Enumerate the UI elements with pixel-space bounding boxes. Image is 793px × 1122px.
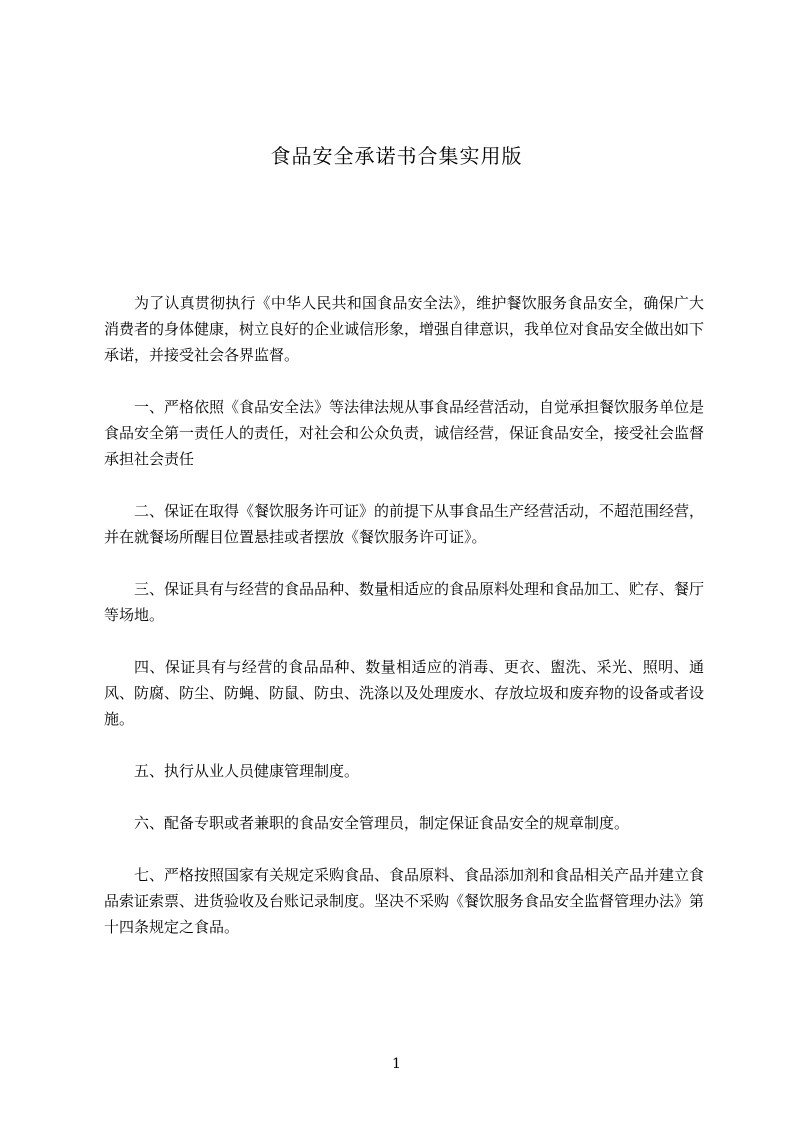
clause-4-paragraph: 四、保证具有与经营的食品品种、数量相适应的消毒、更衣、盥洗、采光、照明、通风、防腐、防尘、防蝇、防鼠、防虫、洗涤以及处理废水、存放垃圾和废弃物的设备或者设施。: [104, 658, 705, 728]
clause-5-paragraph: 五、执行从业人员健康管理制度。: [134, 762, 360, 780]
clause-2-paragraph: 二、保证在取得《餐饮服务许可证》的前提下从事食品生产经营活动，不超范围经营，并在就餐场所醒目位置悬挂或者摆放《餐饮服务许可证》。: [104, 502, 705, 546]
intro-paragraph: 为了认真贯彻执行《中华人民共和国食品安全法》，维护餐饮服务食品安全，确保广大消费者的身体健康，树立良好的企业诚信形象，增强自律意识，我单位对食品安全做出如下承诺，并接受社会各界监督。: [104, 294, 705, 364]
clause-3-paragraph: 三、保证具有与经营的食品品种、数量相适应的食品原料处理和食品加工、贮存、餐厅等场地。: [104, 580, 705, 624]
page-title: 食品安全承诺书合集实用版: [270, 144, 523, 168]
clause-7-paragraph: 七、严格按照国家有关规定采购食品、食品原料、食品添加剂和食品相关产品并建立食品索证索票、进货验收及台账记录制度。坚决不采购《餐饮服务食品安全监督管理办法》第十四条规定之食品。: [104, 866, 705, 936]
document-body: [104, 290, 704, 966]
page-number: 1: [392, 1056, 401, 1072]
clause-1-paragraph: 一、严格依照《食品安全法》等法律法规从事食品经营活动，自觉承担餐饮服务单位是食品安全第一责任人的责任，对社会和公众负责，诚信经营，保证食品安全，接受社会监督承担社会责任: [104, 398, 705, 468]
clause-6-paragraph: 六、配备专职或者兼职的食品安全管理员，制定保证食品安全的规章制度。: [134, 814, 630, 832]
